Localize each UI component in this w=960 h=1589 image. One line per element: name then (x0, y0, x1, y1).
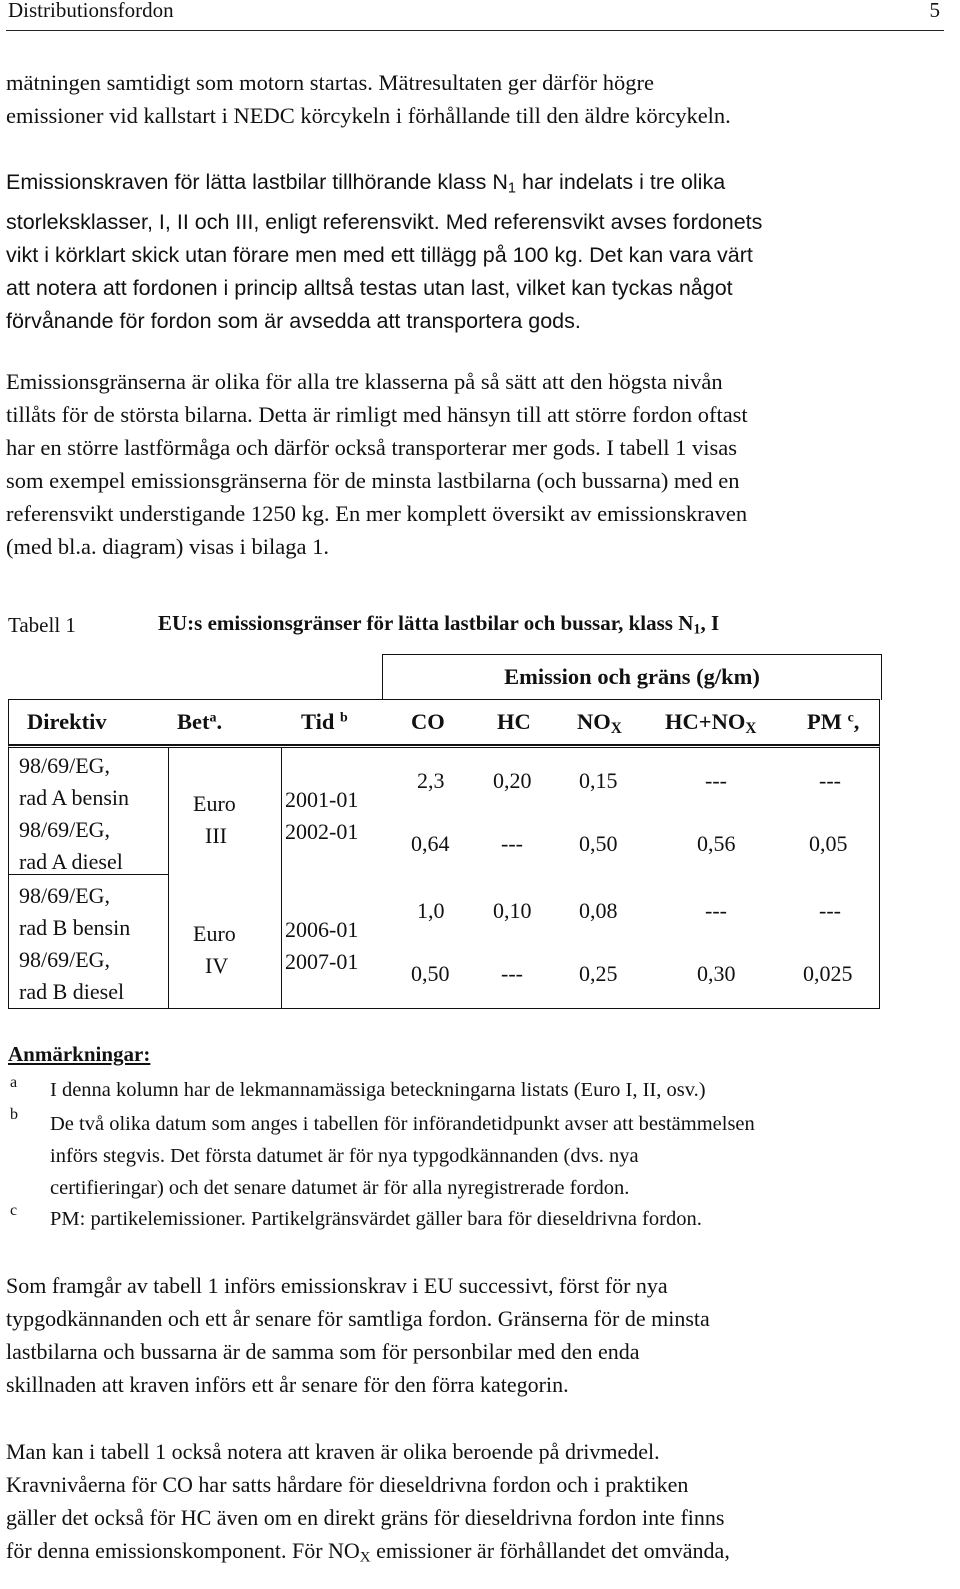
header-bet (177, 709, 222, 735)
direktiv-line: rad A bensin (19, 785, 129, 810)
subscript: X (359, 1549, 371, 1566)
paragraph-2 (6, 166, 956, 338)
header-pm (807, 709, 859, 735)
cell-co: 2,3 (417, 768, 445, 793)
notes-heading: Anmärkningar: (8, 1042, 151, 1066)
group2-bet (193, 918, 236, 982)
note-marker: c (10, 1202, 18, 1219)
paragraph-line: typgodkännanden och ett år senare för samtliga fordon. Gränserna för de minsta (6, 1306, 710, 1331)
note-line: certifieringar) och det senare datumet är för alla nyregistrerade fordon. (50, 1177, 630, 1199)
paragraph-line: emissioner vid kallstart i NEDC körcykeln i förhållande till den äldre körcykeln. (6, 103, 731, 128)
group1-direktiv (19, 750, 129, 878)
paragraph-line: gäller det också för HC även om en direkt gräns för dieseldrivna fordon inte finns (6, 1505, 725, 1530)
header-direktiv: Direktiv (27, 709, 107, 734)
paragraph-line: referensvikt understigande 1250 kg. En mer komplett översikt av emissionskraven (6, 501, 748, 526)
tid-line: 2001-01 (285, 787, 359, 812)
cell-co: 0,50 (411, 961, 450, 986)
group-header (382, 654, 882, 700)
cell-nox: 0,08 (579, 898, 618, 923)
running-title: Distributionsfordon (8, 0, 174, 22)
note-a: I denna kolumn har de lekmannamässiga beteckningarna listats (Euro I, II, osv.) (50, 1079, 706, 1101)
cell-hcnox: --- (705, 898, 727, 923)
note-line: De två olika datum som anges i tabellen för införandetidpunkt avser att bestämmelsen (50, 1113, 755, 1135)
superscript: b (340, 710, 348, 726)
cell-co: 0,64 (411, 831, 450, 856)
bet-line: Euro (193, 921, 236, 946)
paragraph-1 (6, 66, 956, 132)
paragraph-line: skillnaden att kraven införs ett år senare för den förra kategorin. (6, 1372, 569, 1397)
direktiv-line: rad B diesel (19, 979, 125, 1004)
superscript: a (209, 710, 217, 726)
direktiv-line: 98/69/EG, (19, 947, 111, 972)
cell-pm: 0,025 (803, 961, 853, 986)
text-run: har indelats i tre olika (516, 170, 726, 194)
text-run: , I (700, 611, 720, 635)
paragraph-line (6, 166, 956, 206)
paragraph-line: Emissionsgränserna är olika för alla tre klasserna på så sätt att den högsta nivån (6, 369, 723, 394)
text-run: för denna emissionskomponent. För NO (6, 1538, 360, 1563)
group1-tid (285, 784, 358, 848)
paragraph-line: att notera att fordonen i princip alltså testas utan last, vilket kan tyckas något (6, 275, 733, 300)
direktiv-line: rad B bensin (19, 915, 131, 940)
paragraph-line: har en större lastförmåga och därför också transporterar mer gods. I tabell 1 visas (6, 435, 737, 460)
cell-hcnox: 0,30 (697, 961, 736, 986)
cell-pm: 0,05 (809, 831, 848, 856)
bet-line: Euro (193, 791, 236, 816)
text-run: Bet (177, 709, 210, 734)
group2-direktiv (19, 880, 130, 1008)
column-divider (281, 748, 282, 1008)
direktiv-line: 98/69/EG, (19, 883, 111, 908)
subscript: 1 (507, 180, 517, 197)
cell-co: 1,0 (417, 898, 445, 923)
group-header-label: Emission och gräns (g/km) (504, 664, 760, 689)
paragraph-line: förvånande för fordon som är avsedda att transportera gods. (6, 308, 581, 333)
cell-hc: 0,20 (493, 768, 532, 793)
subscript: 1 (693, 621, 701, 638)
bet-line: IV (205, 953, 229, 978)
cell-hc: 0,10 (493, 898, 532, 923)
text-run: Tid (301, 709, 335, 734)
header-hc: HC (497, 709, 531, 734)
cell-nox: 0,25 (579, 961, 618, 986)
cell-pm: --- (819, 768, 841, 793)
paragraph-3 (6, 365, 956, 563)
text-run: emissioner är förhållandet det omvända, (370, 1538, 730, 1563)
text-run: PM (807, 709, 842, 734)
subscript: X (610, 719, 622, 737)
paragraph-line: tillåts för de största bilarna. Detta är rimligt med hänsyn till att större fordon oftast (6, 402, 748, 427)
cell-pm: --- (819, 898, 841, 923)
table-body (8, 745, 880, 1009)
tid-line: 2006-01 (285, 917, 359, 942)
direktiv-line: 98/69/EG, (19, 817, 111, 842)
page-header (6, 0, 944, 31)
table-title (158, 611, 719, 639)
direktiv-line: 98/69/EG, (19, 753, 111, 778)
tid-line: 2007-01 (285, 949, 359, 974)
text-run: HC+NO (665, 709, 746, 734)
cell-hc: --- (501, 961, 523, 986)
header-tid (301, 709, 348, 735)
paragraph-line: lastbilarna och bussarna är de samma som för personbilar med den enda (6, 1339, 640, 1364)
text-run: NO (577, 709, 611, 734)
cell-hcnox: --- (705, 768, 727, 793)
cell-nox: 0,50 (579, 831, 618, 856)
cell-nox: 0,15 (579, 768, 618, 793)
header-hcnox (665, 709, 756, 738)
paragraph-line: storleksklasser, I, II och III, enligt referensvikt. Med referensvikt avses fordonets (6, 209, 763, 234)
column-header-row (8, 699, 880, 745)
paragraph-line: som exempel emissionsgränserna för de minsta lastbilarna (och bussarna) med en (6, 468, 740, 493)
paragraph-line: Som framgår av tabell 1 införs emissionskrav i EU successivt, först för nya (6, 1273, 668, 1298)
paragraph-5 (6, 1435, 956, 1575)
text-run: . (216, 709, 223, 734)
paragraph-line: Man kan i tabell 1 också notera att kraven är olika beroende på drivmedel. (6, 1439, 660, 1464)
note-b (50, 1108, 755, 1204)
paragraph-line (6, 1534, 956, 1575)
cell-hcnox: 0,56 (697, 831, 736, 856)
subscript: X (745, 719, 757, 737)
paragraph-4 (6, 1269, 956, 1401)
tid-line: 2002-01 (285, 819, 359, 844)
text-run: EU:s emissionsgränser för lätta lastbilar och bussar, klass N (158, 611, 694, 635)
column-divider (168, 748, 169, 1008)
bet-line: III (205, 823, 227, 848)
paragraph-line: mätningen samtidigt som motorn startas. Mätresultaten ger därför högre (6, 70, 654, 95)
note-c: PM: partikelemissioner. Partikelgränsvärdet gäller bara för dieseldrivna fordon. (50, 1208, 702, 1230)
header-nox (577, 709, 622, 738)
cell-hc: --- (501, 831, 523, 856)
direktiv-line: rad A diesel (19, 849, 123, 874)
paragraph-line: vikt i körklart skick utan förare men med ett tillägg på 100 kg. Det kan vara värt (6, 242, 753, 267)
group1-bet (193, 788, 236, 852)
text-run: , (853, 709, 860, 734)
note-marker: b (10, 1106, 18, 1123)
text-run: Emissionskraven för lätta lastbilar tillhörande klass N (6, 170, 508, 194)
paragraph-line: (med bl.a. diagram) visas i bilaga 1. (6, 534, 330, 559)
paragraph-line: Kravnivåerna för CO har satts hårdare för dieseldrivna fordon och i praktiken (6, 1472, 689, 1497)
page-number: 5 (929, 0, 940, 22)
group2-tid (285, 914, 358, 978)
note-marker: a (10, 1074, 18, 1091)
table-label: Tabell 1 (8, 613, 76, 637)
header-co: CO (411, 709, 445, 734)
superscript: c (847, 710, 854, 726)
note-line: införs stegvis. Det första datumet är för nya typgodkännanden (dvs. nya (50, 1145, 639, 1167)
